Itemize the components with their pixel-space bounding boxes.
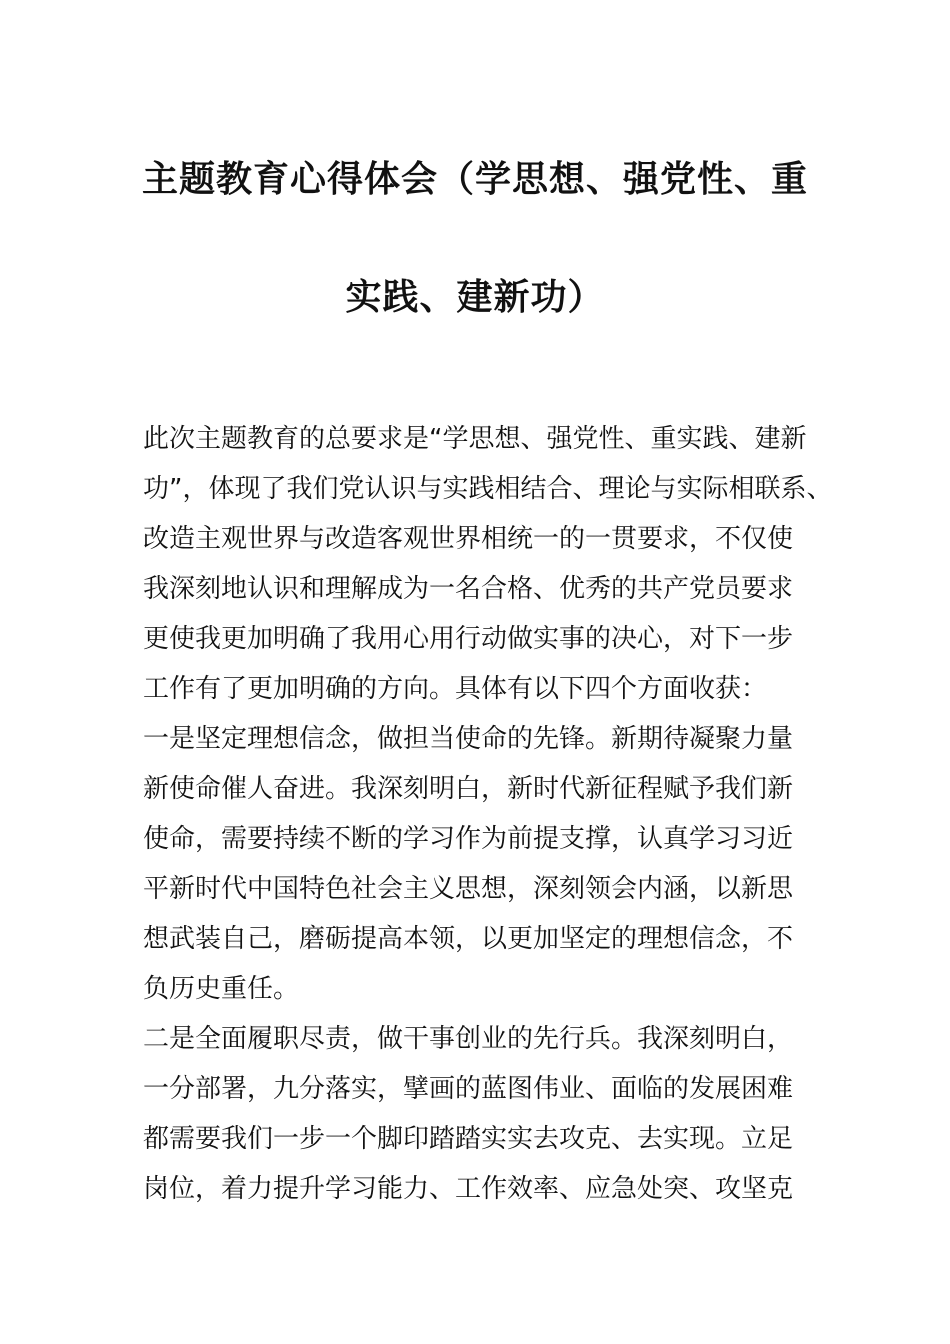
body-line: 都需要我们一步一个脚印踏踏实实去攻克、去实现。立足 bbox=[143, 1124, 794, 1154]
body-line: 新使命催人奋进。我深刻明白，新时代新征程赋予我们新 bbox=[143, 774, 794, 804]
body-line: 此次主题教育的总要求是“学思想、强党性、重实践、建新 bbox=[143, 424, 807, 454]
body-line: 想武装自己，磨砺提高本领，以更加坚定的理想信念，不 bbox=[143, 924, 794, 954]
body-line: 工作有了更加明确的方向。具体有以下四个方面收获： bbox=[143, 674, 768, 704]
body-line: 我深刻地认识和理解成为一名合格、优秀的共产党员要求 bbox=[143, 574, 794, 604]
body-line: 更使我更加明确了我用心用行动做实事的决心，对下一步 bbox=[143, 624, 794, 654]
document-title-line-1: 主题教育心得体会（学思想、强党性、重 bbox=[141, 159, 808, 200]
body-line: 一分部署，九分落实，擘画的蓝图伟业、面临的发展困难 bbox=[143, 1074, 794, 1104]
body-line: 二是全面履职尽责，做干事创业的先行兵。我深刻明白， bbox=[143, 1024, 794, 1054]
body-line: 一是坚定理想信念，做担当使命的先锋。新期待凝聚力量 bbox=[143, 724, 794, 754]
document-body bbox=[143, 414, 843, 1214]
body-line: 功”，体现了我们党认识与实践相结合、理论与实际相联系、 bbox=[143, 474, 833, 504]
document-title-line-2: 实践、建新功） bbox=[345, 277, 605, 318]
body-line: 使命，需要持续不断的学习作为前提支撑，认真学习习近 bbox=[143, 824, 794, 854]
body-line: 平新时代中国特色社会主义思想，深刻领会内涵，以新思 bbox=[143, 874, 794, 904]
body-line: 负历史重任。 bbox=[143, 974, 300, 1004]
body-line: 改造主观世界与改造客观世界相统一的一贯要求，不仅使 bbox=[143, 524, 794, 554]
body-line: 岗位，着力提升学习能力、工作效率、应急处突、攻坚克 bbox=[143, 1174, 794, 1204]
